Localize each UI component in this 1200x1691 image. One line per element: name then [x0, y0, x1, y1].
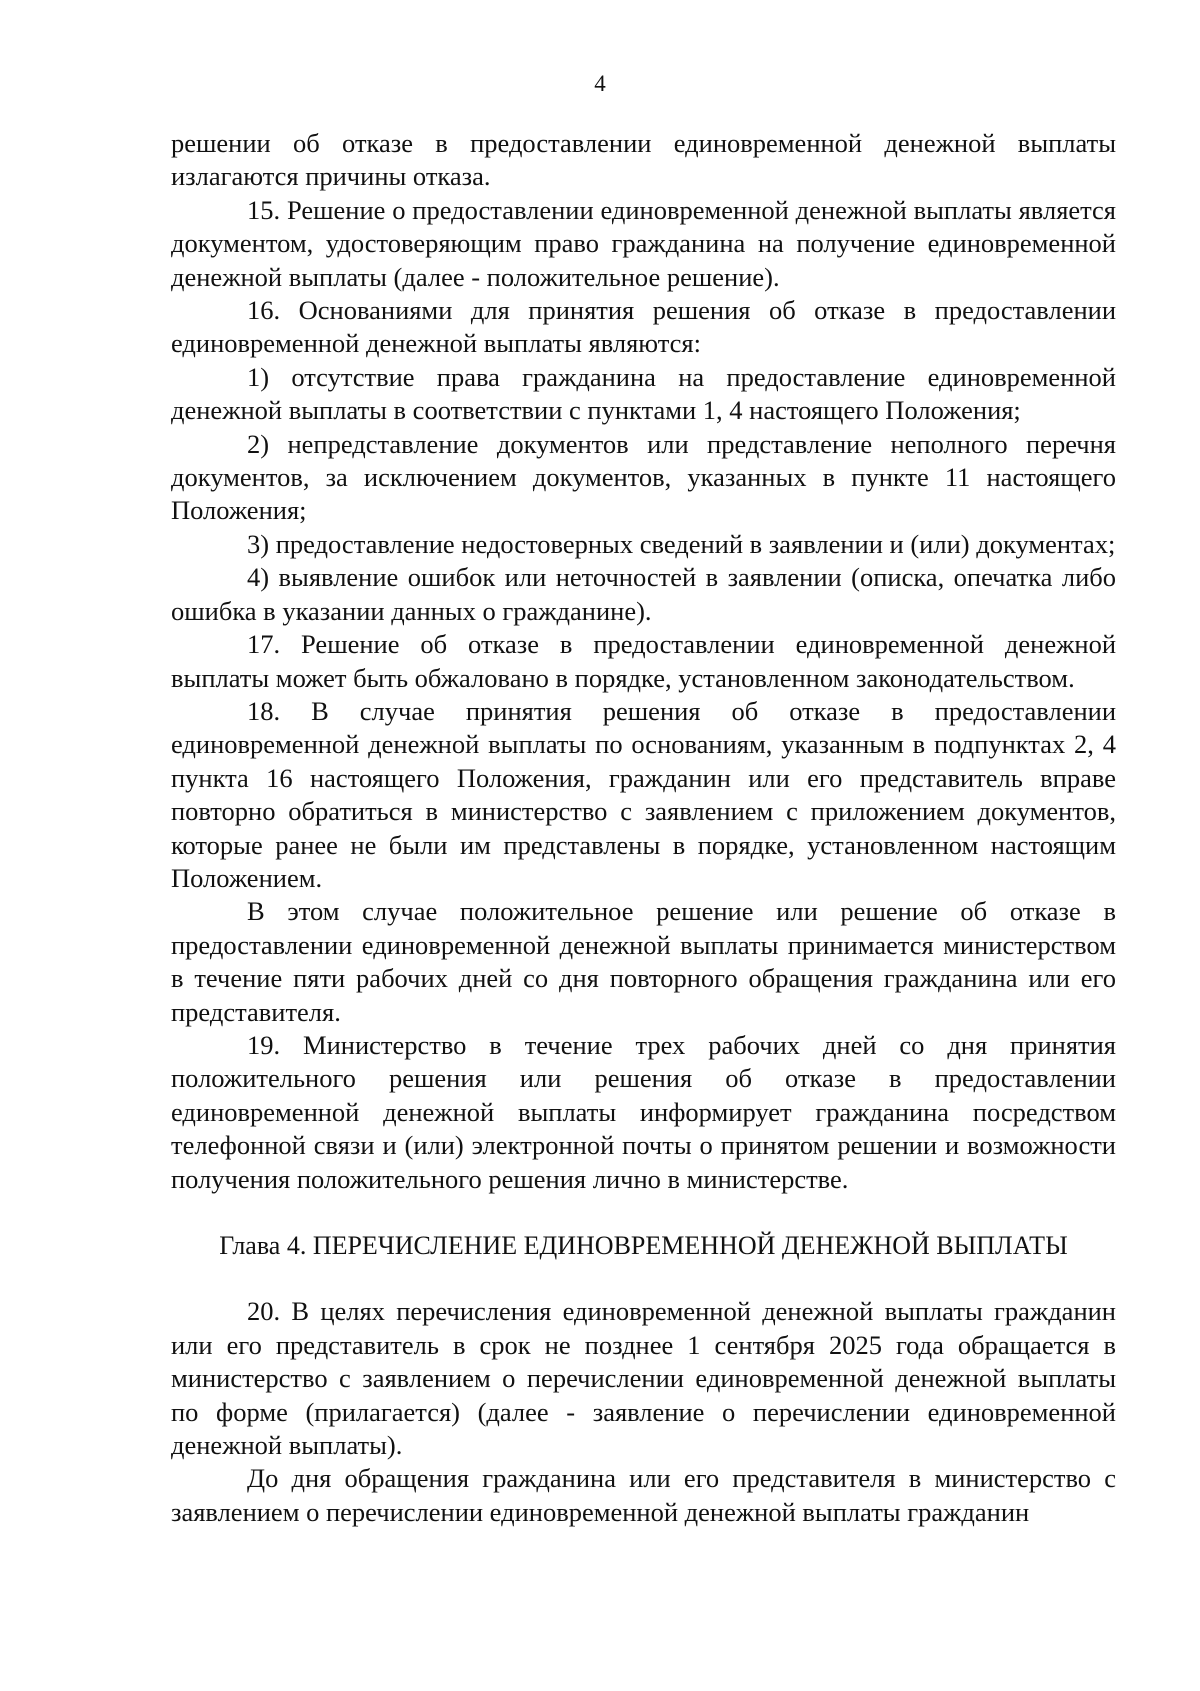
subitem-16-2: 2) непредставление документов или представление неполного перечня документов, за исключением документов, указанных в пункте 11 настоящего Положения;	[171, 428, 1116, 526]
paragraph-continuation: решении об отказе в предоставлении единовременной денежной выплаты излагаются причины отказа.	[171, 128, 1116, 192]
paragraph-item-18: 18. В случае принятия решения об отказе в предоставлении единовременной денежной выплаты по основаниям, указанным в подпунктах 2, 4 пункта 16 настоящего Положения, гражданин или его представитель вправе повторно обратиться в министерство с заявлением с приложением документов, которые ранее не были им представлены в порядке, установленном настоящим Положением.	[171, 695, 1116, 893]
page-number: 4	[594, 71, 606, 96]
subitem-16-1: 1) отсутствие права гражданина на предоставление единовременной денежной выплаты в соответствии с пунктами 1, 4 настоящего Положения;	[171, 361, 1116, 426]
paragraph-item-17: 17. Решение об отказе в предоставлении единовременной денежной выплаты может быть обжаловано в порядке, установленном законодательством.	[171, 629, 1116, 693]
subitem-16-4: 4) выявление ошибок или неточностей в заявлении (описка, опечатка либо ошибка в указании данных о гражданине).	[171, 562, 1116, 626]
paragraph-item-20: 20. В целях перечисления единовременной денежной выплаты гражданин или его представитель в срок не позднее 1 сентября 2025 года обращается в министерство с заявлением о перечислении единовременной денежной выплаты по форме (прилагается) (далее - заявление о перечислении единовременной денежной выплаты).	[171, 1296, 1116, 1461]
paragraph-item-18-continued: В этом случае положительное решение или решение об отказе в предоставлении единовременной денежной выплаты принимается министерством в течение пяти рабочих дней со дня повторного обращения гражданина или его представителя.	[171, 896, 1116, 1027]
paragraph-item-19: 19. Министерство в течение трех рабочих дней со дня принятия положительного решения или решения об отказе в предоставлении единовременной денежной выплаты информирует гражданина посредством телефонной связи и (или) электронной почты о принятом решении и возможности получения положительного решения лично в министерстве.	[171, 1029, 1116, 1194]
paragraph-item-16: 16. Основаниями для принятия решения об отказе в предоставлении единовременной денежной выплаты являются:	[171, 295, 1116, 359]
paragraph-item-20-continued: До дня обращения гражданина или его представителя в министерство с заявлением о перечислении единовременной денежной выплаты гражданин	[171, 1463, 1116, 1527]
paragraph-item-15: 15. Решение о предоставлении единовременной денежной выплаты является документом, удостоверяющим право гражданина на получение единовременной денежной выплаты (далее - положительное решение).	[171, 194, 1116, 292]
document-body	[171, 127, 1116, 1529]
subitem-16-3: 3) предоставление недостоверных сведений в заявлении и (или) документах;	[247, 528, 1116, 559]
chapter-heading: Глава 4. ПЕРЕЧИСЛЕНИЕ ЕДИНОВРЕМЕННОЙ ДЕНЕЖНОЙ ВЫПЛАТЫ	[219, 1231, 1068, 1260]
